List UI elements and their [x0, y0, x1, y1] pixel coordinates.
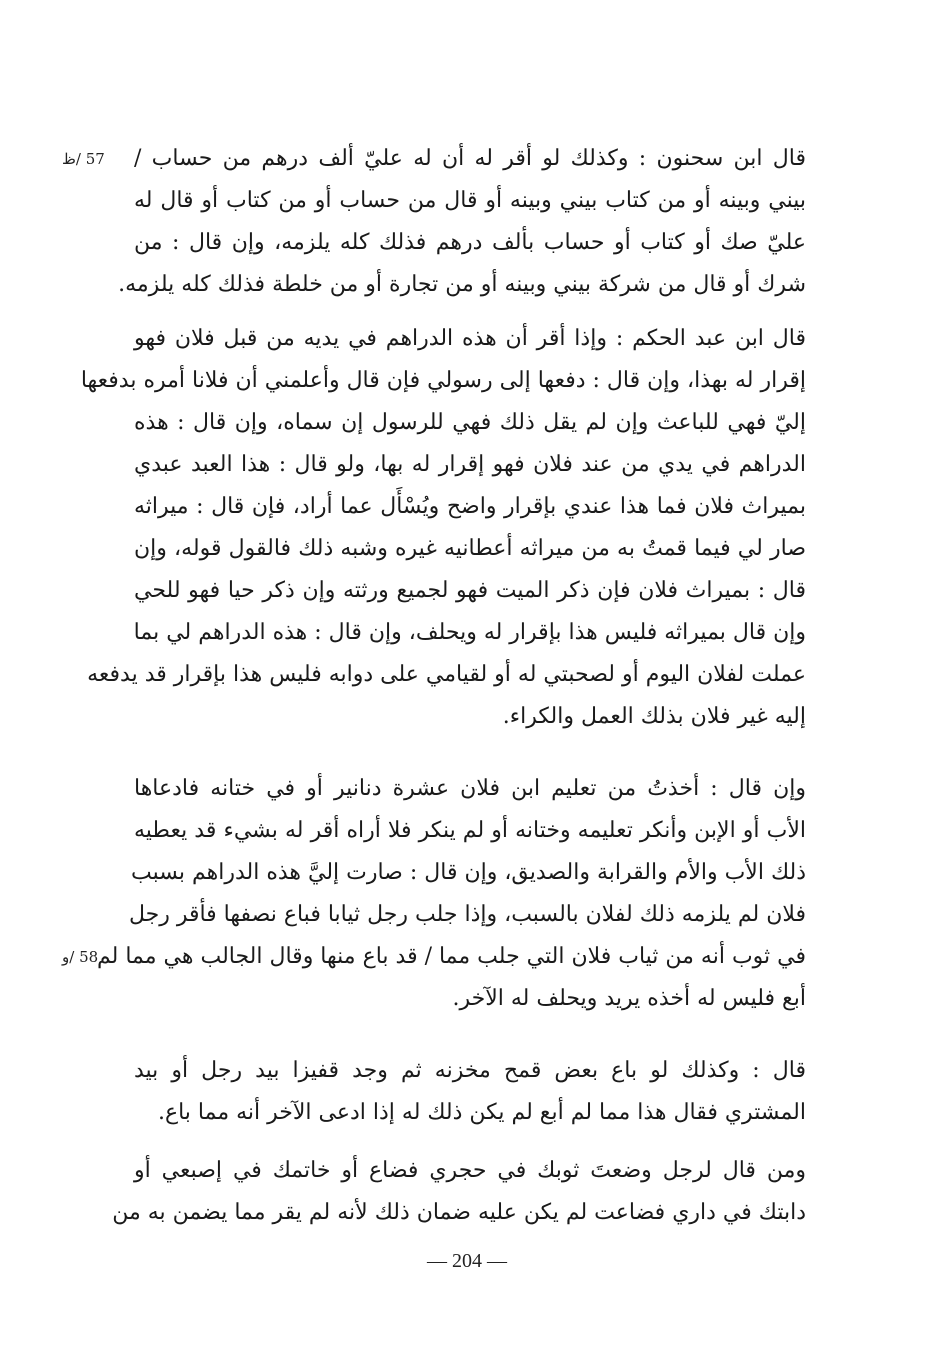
text-line: فلان لم يلزمه ذلك لفلان بالسبب، وإذا جلب رجل ثيابا فباع نصفها فأقر رجل — [128, 902, 806, 927]
text-line: إقرار له بهذا، وإن قال : دفعها إلى رسولي فإن قال وأعلمني أن فلانا أمره بدفعها — [80, 368, 806, 393]
paragraph-3 — [97, 768, 806, 1020]
folio-marker-57: 57 /ظ — [62, 150, 105, 168]
text-line: إليّ فهي للباعث وإن لم يقل ذلك فهي للرسول إن سماه، وإن قال : هذه — [134, 410, 806, 435]
text-line: عملت لفلان اليوم أو لصحبتي له أو لقيامي على دوابه فليس هذا بإقرار قد يدفعه — [87, 662, 806, 687]
text-line: المشتري فقال هذا مما لم أبع لم يكن ذلك له إذا ادعى الآخر أنه مما باع. — [157, 1100, 806, 1125]
text-line: قال : بميراث فلان فإن ذكر الميت فهو لجميع ورثته وإن ذكر حيا فهو للحي — [134, 578, 806, 603]
paragraph-2 — [80, 318, 806, 738]
text-line: وإن قال : أخذتُ من تعليم ابن فلان عشرة دنانير أو في ختانه فادعاها — [134, 776, 806, 801]
folio-marker-58: 58 /و — [62, 948, 99, 966]
text-line: ومن قال لرجل وضعتَ ثوبك في حجري فضاع أو خاتمك في إصبعي أو — [134, 1158, 806, 1183]
text-line: الدراهم في يدي من عند فلان فهو إقرار له بها، ولو قال : هذا العبد عبدي — [134, 452, 806, 477]
paragraph-5 — [112, 1150, 806, 1234]
text-line: قال ابن سحنون : وكذلك لو أقر له أن له عليّ ألف درهم من حساب / — [134, 146, 806, 171]
text-line: قال ابن عبد الحكم : وإذا أقر أن هذه الدراهم في يديه من قبل فلان فهو — [134, 326, 806, 351]
text-line: أبع فليس له أخذه يريد ويحلف له الآخر. — [452, 986, 806, 1011]
text-line: بيني وبينه أو من كتاب بيني وبينه أو قال من حساب أو من كتاب أو قال له — [134, 188, 806, 213]
page-number: — 204 — — [427, 1250, 507, 1272]
paragraph-4 — [134, 1050, 806, 1134]
text-line: وإن قال بميراثه فليس هذا بإقرار له ويحلف، وإن قال : هذه الدراهم لي بما — [133, 620, 806, 645]
text-line: بميراث فلان فما هذا عندي بإقرار واضح ويُسْأَل عما أراد، فإن قال : ميراثه — [134, 494, 806, 519]
text-line: في ثوب أنه من ثياب فلان التي جلب مما / قد باع منها وقال الجالب هي مما لم — [97, 944, 806, 969]
text-line: شرك أو قال من شركة بيني وبينه أو من تجارة أو من خلطة فذلك كله يلزمه. — [118, 272, 806, 297]
text-line: قال : وكذلك لو باع بعض قمح مخزنه ثم وجد قفيزا بيد رجل أو بيد — [134, 1058, 806, 1083]
text-line: صار لي فيما قمتُ به من ميراثه أعطانيه غيره وشبه ذلك فالقول قوله، وإن — [134, 536, 806, 561]
text-line: إليه غير فلان بذلك العمل والكراء. — [502, 704, 806, 729]
paragraph-1 — [118, 138, 806, 306]
text-line: عليّ صك أو كتاب أو حساب بألف درهم فذلك كله يلزمه، وإن قال : من — [134, 230, 806, 255]
text-line: الأب أو الإبن وأنكر تعليمه وختانه أو لم ينكر فلا أراه أقر له بشيء قد يعطيه — [134, 818, 806, 843]
text-line: ذلك الأب والأم والقرابة والصديق، وإن قال : صارت إليَّ هذه الدراهم بسبب — [131, 860, 806, 885]
text-line: دابتك في داري فضاعت لم يكن عليه ضمان ذلك لأنه لم يقر مما يضمن به من — [112, 1200, 806, 1225]
